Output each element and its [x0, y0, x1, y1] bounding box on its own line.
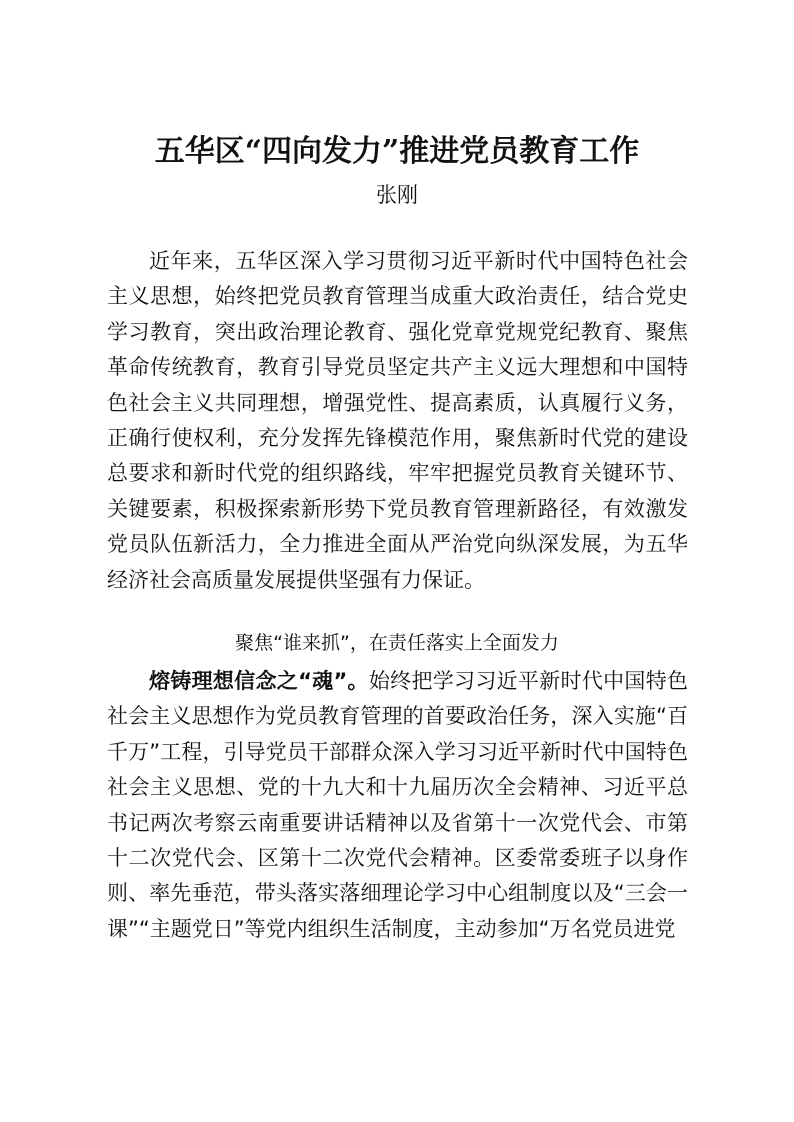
section-paragraph	[107, 664, 688, 947]
intro-paragraph: 近年来，五华区深入学习贯彻习近平新时代中国特色社会主义思想，始终把党员教育管理当成重大政治责任，结合党史学习教育，突出政治理论教育、强化党章党规党纪教育、聚焦革命传统教育，教育引导党员坚定共产主义远大理想和中国特色社会主义共同理想，增强党性、提高素质，认真履行义务，正确行使权利，充分发挥先锋模范作用，聚焦新时代党的建设总要求和新时代党的组织路线，牢牢把握党员教育关键环节、关键要素，积极探索新形势下党员教育管理新路径，有效激发党员队伍新活力，全力推进全面从严治党向纵深发展，为五华经济社会高质量发展提供坚强有力保证。	[107, 249, 688, 592]
article-title: 五华区“四向发力”推进党员教育工作	[154, 134, 640, 169]
section-paragraph-lead: 熔铸理想信念之“魂”。	[149, 669, 369, 693]
section-heading: 聚焦“谁来抓”，在责任落实上全面发力	[235, 632, 559, 654]
article-author: 张刚	[376, 183, 418, 207]
section-paragraph-text: 始终把学习习近平新时代中国特色社会主义思想作为党员教育管理的首要政治任务，深入实施“百千万”工程，引导党员干部群众深入学习习近平新时代中国特色社会主义思想、党的十九大和十九届历次全会精神、习近平总书记两次考察云南重要讲话精神以及省第十一次党代会、市第十二次党代会、区第十二次党代会精神。区委常委班子以身作则、率先垂范，带头落实落细理论学习中心组制度以及“三会一课”“主题党日”等党内组织生活制度，主动参加“万名党员进党	[107, 669, 688, 941]
